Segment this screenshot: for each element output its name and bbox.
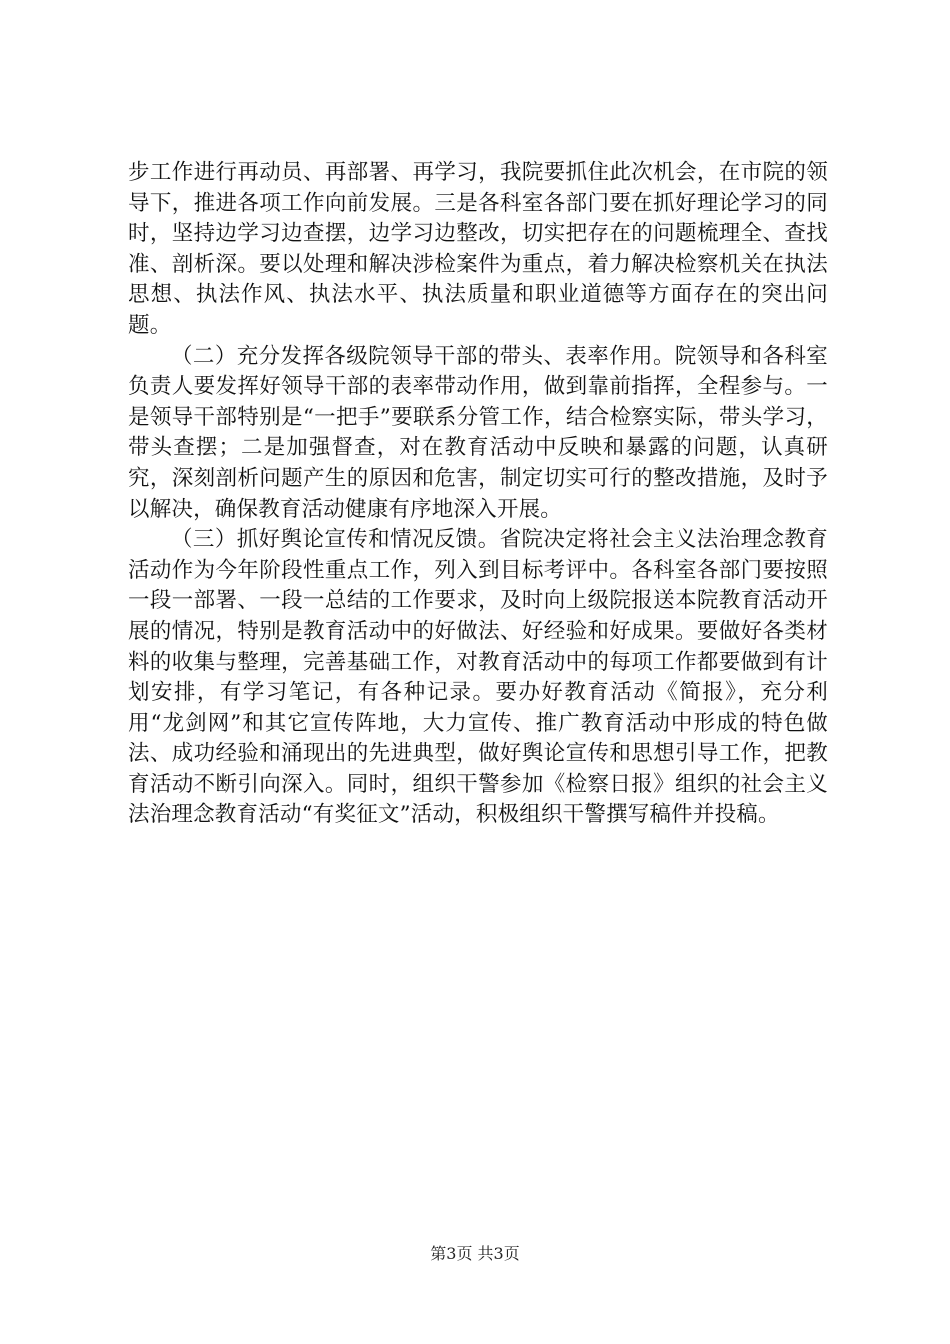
page-number-footer: 第3页 共3页 bbox=[430, 1244, 520, 1263]
paragraph-section-three: （三）抓好舆论宣传和情况反馈。省院决定将社会主义法治理念教育活动作为今年阶段性重点工作，列入到目标考评中。各科室各部门要按照一段一部署、一段一总结的工作要求，及时向上级院报送本院教育活动开展的情况，特别是教育活动中的好做法、好经验和好成果。要做好各类材料的收集与整理，完善基础工作，对教育活动中的每项工作都要做到有计划安排，有学习笔记，有各种记录。要办好教育活动《简报》，充分利用“龙剑网”和其它宣传阵地，大力宣传、推广教育活动中形成的特色做法、成功经验和涌现出的先进典型，做好舆论宣传和思想引导工作，把教育活动不断引向深入。同时，组织干警参加《检察日报》组织的社会主义法治理念教育活动“有奖征文”活动，积极组织干警撰写稿件并投稿。 bbox=[128, 527, 828, 828]
paragraph-section-two: （二）充分发挥各级院领导干部的带头、表率作用。院领导和各科室负责人要发挥好领导干部的表率带动作用，做到靠前指挥，全程参与。一是领导干部特别是“一把手”要联系分管工作，结合检察实际，带头学习，带头查摆；二是加强督查，对在教育活动中反映和暴露的问题，认真研究，深刻剖析问题产生的原因和危害，制定切实可行的整改措施，及时予以解决，确保教育活动健康有序地深入开展。 bbox=[128, 343, 828, 522]
paragraph-continuation: 步工作进行再动员、再部署、再学习，我院要抓住此次机会，在市院的领导下，推进各项工作向前发展。三是各科室各部门要在抓好理论学习的同时，坚持边学习边查摆，边学习边整改，切实把存在的问题梳理全、查找准、剖析深。要以处理和解决涉检案件为重点，着力解决检察机关在执法思想、执法作风、执法水平、执法质量和职业道德等方面存在的突出问题。 bbox=[128, 160, 828, 338]
document-body bbox=[128, 158, 828, 831]
